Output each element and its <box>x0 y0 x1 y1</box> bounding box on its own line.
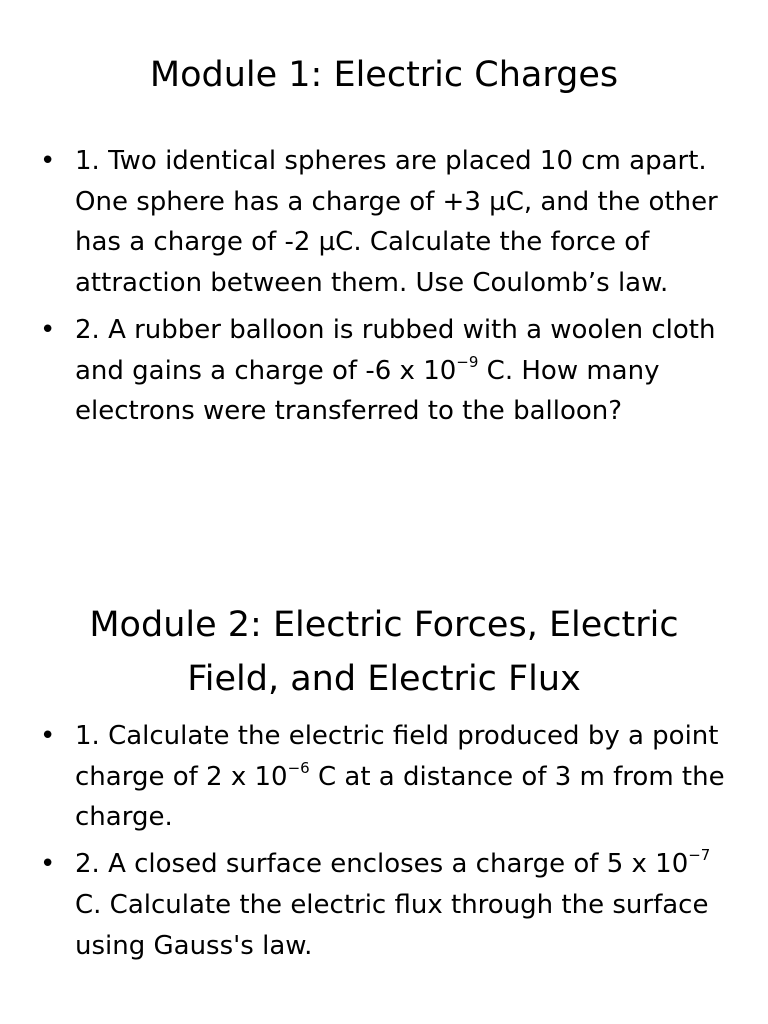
module-1-question-list <box>40 141 730 438</box>
question-text-continued: C. How many electrons were transferred to the balloon? <box>75 355 660 427</box>
question-text: 1. Calculate the electric field produced by a point charge of 2 x 10 <box>75 721 719 792</box>
bullet-icon: • <box>40 146 56 176</box>
question-text-continued: C. Calculate the electric flux through the surface using Gauss's law. <box>75 889 709 961</box>
question-text: 1. Two identical spheres are placed 10 cm apart. One sphere has a charge of +3 µC, and the other has a charge of -2 µC. Calculate the force of attraction between them. Use Coulomb’s law. <box>75 146 718 299</box>
question-text: 2. A closed surface encloses a charge of 5 x 10 <box>75 849 689 880</box>
exponent: −7 <box>688 846 711 865</box>
bullet-icon: • <box>40 721 56 751</box>
exponent: −9 <box>456 352 479 371</box>
bullet-icon: • <box>40 849 56 880</box>
exponent: −6 <box>287 758 310 777</box>
module-1-question-1 <box>40 141 730 304</box>
bullet-icon: • <box>40 314 56 345</box>
module-1-question-2 <box>40 310 730 432</box>
module-2-title: Module 2: Electric Forces, Electric Field, and Electric Flux <box>89 605 679 699</box>
module-1-title: Module 1: Electric Charges <box>149 55 619 95</box>
module-2-question-2 <box>40 844 730 966</box>
question-text: 2. A rubber balloon is rubbed with a woolen cloth and gains a charge of -6 x 10 <box>75 314 716 386</box>
module-2-question-1 <box>40 716 730 838</box>
question-text-continued: C at a distance of 3 m from the charge. <box>75 761 725 833</box>
module-2-question-list <box>40 716 730 972</box>
